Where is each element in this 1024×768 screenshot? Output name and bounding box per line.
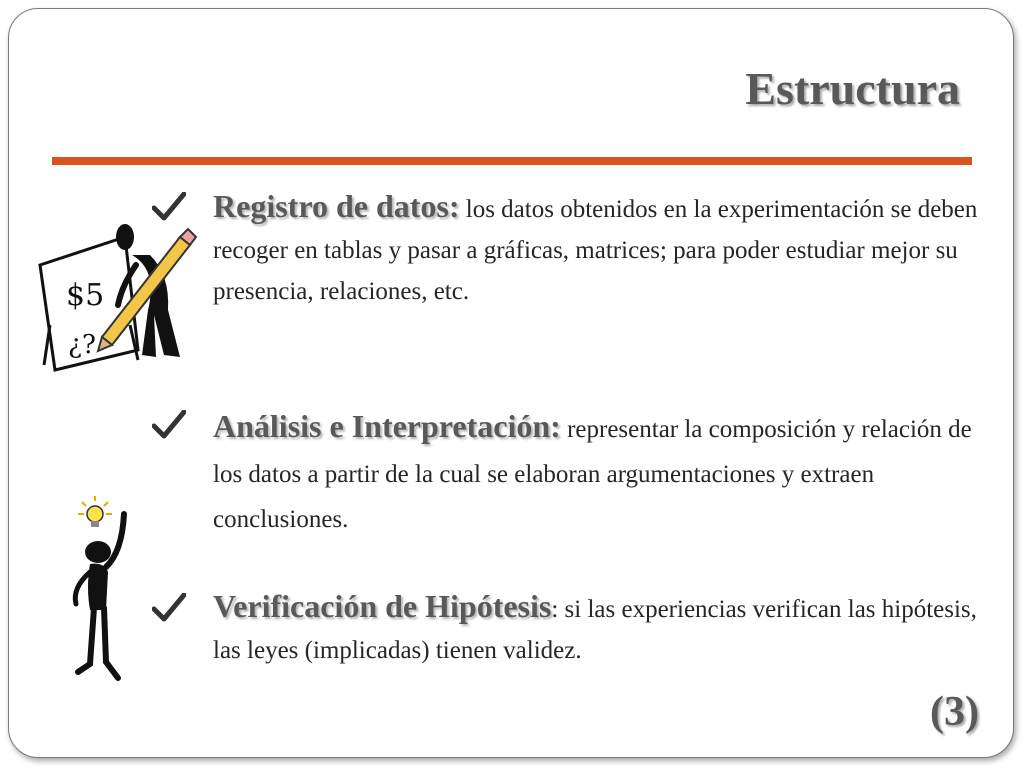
title-underline	[52, 157, 972, 165]
check-icon	[152, 593, 186, 623]
list-item-analisis	[213, 404, 983, 542]
list-item-verificacion	[213, 586, 983, 671]
stick-figure-writing-icon	[30, 215, 200, 380]
board-text: $5	[66, 278, 105, 313]
item-heading: Verificación de Hipótesis	[213, 588, 552, 624]
slide-title: Estructura	[745, 63, 960, 114]
stick-figure-idea-icon	[60, 492, 150, 687]
list-item-registro	[213, 186, 983, 312]
item-body: : si las experiencias verifican las hipótesis, las leyes (implicadas) tienen validez.	[213, 596, 977, 664]
board-text: ¿?	[68, 330, 96, 360]
item-body: los datos obtenidos en la experimentación se deben recoger en tablas y pasar a gráficas, matrices; para poder estudiar mejor su presencia, relaciones, etc.	[213, 196, 978, 305]
page-number: (3)	[930, 689, 979, 735]
check-icon	[152, 410, 186, 440]
item-heading: Registro de datos:	[213, 188, 460, 224]
item-body: representar la composición y relación de los datos a partir de la cual se elaboran argumentaciones y extraen conclusiones.	[213, 416, 972, 533]
item-heading: Análisis e Interpretación:	[213, 408, 561, 444]
